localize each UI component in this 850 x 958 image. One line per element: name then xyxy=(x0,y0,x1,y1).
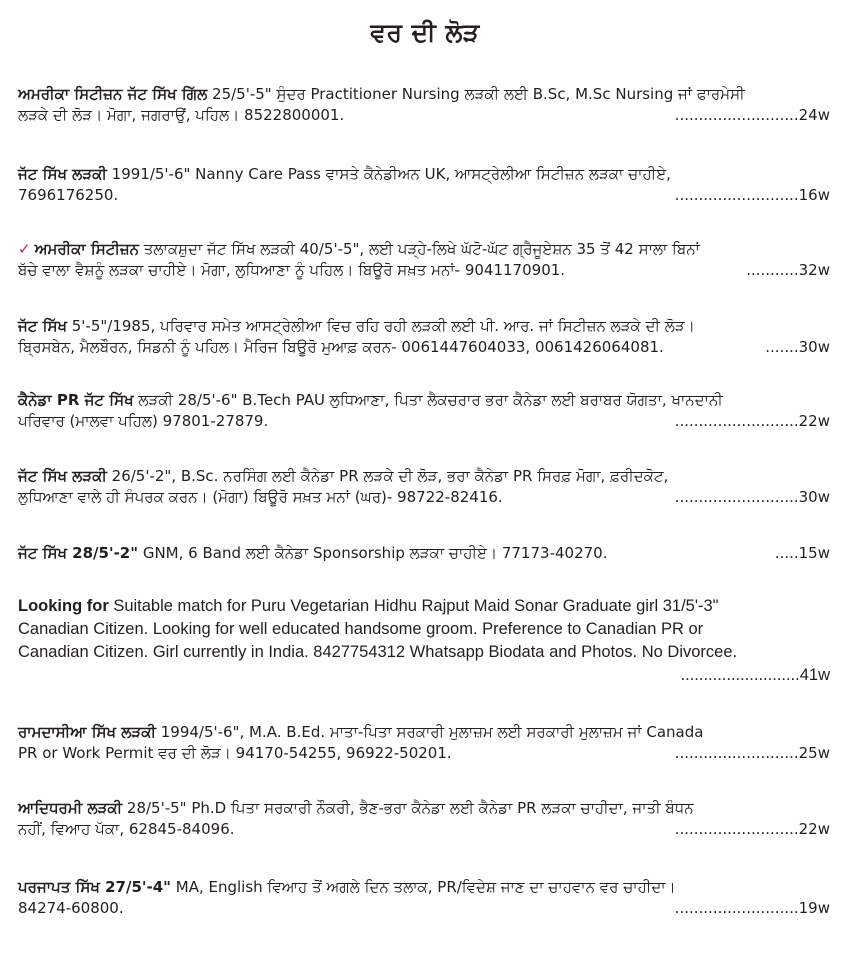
ad-text: 28/5'-5" Ph.D ਪਿਤਾ ਸਰਕਾਰੀ ਨੌਕਰੀ, ਭੈਣ-ਭਰਾ ਕੈਨੇਡਾ ਲਈ ਕੈਨੇਡਾ PR ਲੜਕਾ ਚਾਹੀਦਾ, ਜਾਤੀ ਬੰਧਨ xyxy=(126,799,694,817)
ad-word-count: ..........................41w xyxy=(680,666,830,684)
ad-text: PR or Work Permit ਵਰ ਦੀ ਲੋੜ। 94170-54255, 96922-50201. xyxy=(18,744,452,762)
ad-text: ਬ੍ਰਿਸਬੇਨ, ਮੈਲਬੌਰਨ, ਸਿਡਨੀ ਨੂੰ ਪਹਿਲ। ਮੈਰਿਜ ਬਿਊਰੋ ਮੁਆਫ਼ ਕਰਨ- 0061447604033, 0061426064081. xyxy=(18,338,664,356)
ad-lead: ਰਾਮਦਾਸੀਆ ਸਿੱਖ ਲੜਕੀ xyxy=(18,723,156,741)
ad-lead: ਜੱਟ ਸਿੱਖ ਲੜਕੀ xyxy=(18,467,107,485)
ad-lead: ਅਮਰੀਕਾ ਸਿਟੀਜ਼ਨ xyxy=(34,240,140,258)
ad-text: ਲੁਧਿਆਣਾ ਵਾਲੇ ਹੀ ਸੰਪਰਕ ਕਰਨ। (ਮੋਗਾ) ਬਿਊਰੋ ਸਖ਼ਤ ਮਨਾਂ (ਘਰ)- 98722-82416. xyxy=(18,488,503,506)
classified-ad xyxy=(18,316,830,358)
ad-lead: Looking for xyxy=(18,597,109,615)
ad-text: 1991/5'-6" Nanny Care Pass ਵਾਸਤੇ ਕੈਨੇਡੀਅਨ UK, ਆਸਟ੍ਰੇਲੀਆ ਸਿਟੀਜ਼ਨ ਲੜਕਾ ਚਾਹੀਏ, xyxy=(111,165,671,183)
ad-text: GNM, 6 Band ਲਈ ਕੈਨੇਡਾ Sponsorship ਲੜਕਾ ਚਾਹੀਏ। 77173-40270. xyxy=(142,544,608,562)
ad-word-count: ..........................22w xyxy=(674,412,830,430)
ad-text: ਬੱਚੇ ਵਾਲਾ ਵੈਸ਼ਨੂੰ ਲੜਕਾ ਚਾਹੀਏ। ਮੋਗਾ, ਲੁਧਿਆਣਾ ਨੂੰ ਪਹਿਲ। ਬਿਊਰੋ ਸਖ਼ਤ ਮਨਾਂ- 9041170901. xyxy=(18,261,566,279)
ad-text: Canadian Citizen. Girl currently in India. 8427754312 Whatsapp Biodata and Photos. No Divorcee. xyxy=(18,643,738,661)
ad-text: 5'-5"/1985, ਪਰਿਵਾਰ ਸਮੇਤ ਆਸਟ੍ਰੇਲੀਆ ਵਿਚ ਰਹਿ ਰਹੀ ਲੜਕੀ ਲਈ ਪੀ. ਆਰ. ਜਾਂ ਸਿਟੀਜ਼ਨ ਲੜਕੇ ਦੀ ਲੋੜ। xyxy=(71,317,695,335)
ad-text: 25/5'-5" ਸੁੰਦਰ Practitioner Nursing ਲੜਕੀ ਲਈ B.Sc, M.Sc Nursing ਜਾਂ ਫਾਰਮੇਸੀ xyxy=(212,85,745,103)
ad-lead: ਅਮਰੀਕਾ ਸਿਟੀਜ਼ਨ ਜੱਟ ਸਿੱਖ ਗਿੱਲ xyxy=(18,85,208,103)
ad-word-count: ..........................25w xyxy=(674,744,830,762)
checkmark-icon: ✓ xyxy=(18,240,31,258)
ad-lead: ਕੈਨੇਡਾ PR ਜੱਟ ਸਿੱਖ xyxy=(18,391,134,409)
ad-text: Suitable match for Puru Vegetarian Hidhu Rajput Maid Sonar Graduate girl 31/5'-3" xyxy=(113,597,719,615)
ad-word-count: ..........................22w xyxy=(674,820,830,838)
ad-text: ਲੜਕੇ ਦੀ ਲੋੜ। ਮੋਗਾ, ਜਗਰਾਉਂ, ਪਹਿਲ। 8522800001. xyxy=(18,106,345,124)
ad-text: 26/5'-2", B.Sc. ਨਰਸਿੰਗ ਲਈ ਕੈਨੇਡਾ PR ਲੜਕੇ ਦੀ ਲੋੜ, ਭਰਾ ਕੈਨੇਡਾ PR ਸਿਰਫ਼ ਮੋਗਾ, ਫ਼ਰੀਦਕੋਟ, xyxy=(111,467,669,485)
ad-text: Canadian Citizen. Looking for well educated handsome groom. Preference to Canadian PR or xyxy=(18,620,704,638)
classified-ad xyxy=(18,466,830,508)
classified-ad xyxy=(18,543,830,564)
ad-word-count: ...........32w xyxy=(746,261,830,279)
classified-ad xyxy=(18,798,830,840)
classified-ad xyxy=(18,84,830,126)
classified-ad xyxy=(18,390,830,432)
ad-text: ਪਰਿਵਾਰ (ਮਾਲਵਾ ਪਹਿਲ) 97801-27879. xyxy=(18,412,269,430)
classified-ad xyxy=(18,595,830,687)
ad-text: 1994/5'-6", M.A. B.Ed. ਮਾਤਾ-ਪਿਤਾ ਸਰਕਾਰੀ ਮੁਲਾਜ਼ਮ ਲਈ ਸਰਕਾਰੀ ਮੁਲਾਜ਼ਮ ਜਾਂ Canada xyxy=(160,723,704,741)
classified-ad xyxy=(18,164,830,206)
ad-word-count: .....15w xyxy=(774,544,830,562)
ad-text: ਤਲਾਕਸ਼ੁਦਾ ਜੱਟ ਸਿੱਖ ਲੜਕੀ 40/5'-5", ਲਈ ਪੜ੍ਹੇ-ਲਿਖੇ ਘੱਟੋ-ਘੱਟ ਗ੍ਰੈਜੂਏਸ਼ਨ 35 ਤੋਂ 42 ਸਾਲਾ ਬਿਨਾਂ xyxy=(143,240,700,258)
classified-ad xyxy=(18,722,830,764)
ad-text: ਨਹੀਂ, ਵਿਆਹ ਪੱਕਾ, 62845-84096. xyxy=(18,820,235,838)
page-title: ਵਰ ਦੀ ਲੋੜ xyxy=(370,18,480,47)
ad-lead: ਜੱਟ ਸਿੱਖ ਲੜਕੀ xyxy=(18,165,107,183)
ad-lead: ਜੱਟ ਸਿੱਖ xyxy=(18,317,67,335)
ad-text: ਲੜਕੀ 28/5'-6" B.Tech PAU ਲੁਧਿਆਣਾ, ਪਿਤਾ ਲੈਕਚਰਾਰ ਭਰਾ ਕੈਨੇਡਾ ਲਈ ਬਰਾਬਰ ਯੋਗਤਾ, ਖਾਨਦਾਨੀ xyxy=(138,391,723,409)
ad-text: 7696176250. xyxy=(18,186,119,204)
ad-word-count: ..........................30w xyxy=(674,488,830,506)
classified-ad xyxy=(18,239,830,281)
ad-text: 84274-60800. xyxy=(18,899,124,917)
ad-text: MA, English ਵਿਆਹ ਤੋਂ ਅਗਲੇ ਦਿਨ ਤਲਾਕ, PR/ਵਿਦੇਸ਼ ਜਾਣ ਦਾ ਚਾਹਵਾਨ ਵਰ ਚਾਹੀਦਾ। xyxy=(175,878,676,896)
ad-word-count: .......30w xyxy=(765,338,830,356)
ad-word-count: ..........................24w xyxy=(674,106,830,124)
ad-lead: ਆਦਿਧਰਮੀ ਲੜਕੀ xyxy=(18,799,123,817)
ad-lead: ਪਰਜਾਪਤ ਸਿੱਖ 27/5'-4" xyxy=(18,878,171,896)
classified-ad xyxy=(18,877,830,919)
ad-word-count: ..........................16w xyxy=(674,186,830,204)
ad-lead: ਜੱਟ ਸਿੱਖ 28/5'-2" xyxy=(18,544,139,562)
ad-word-count: ..........................19w xyxy=(674,899,830,917)
